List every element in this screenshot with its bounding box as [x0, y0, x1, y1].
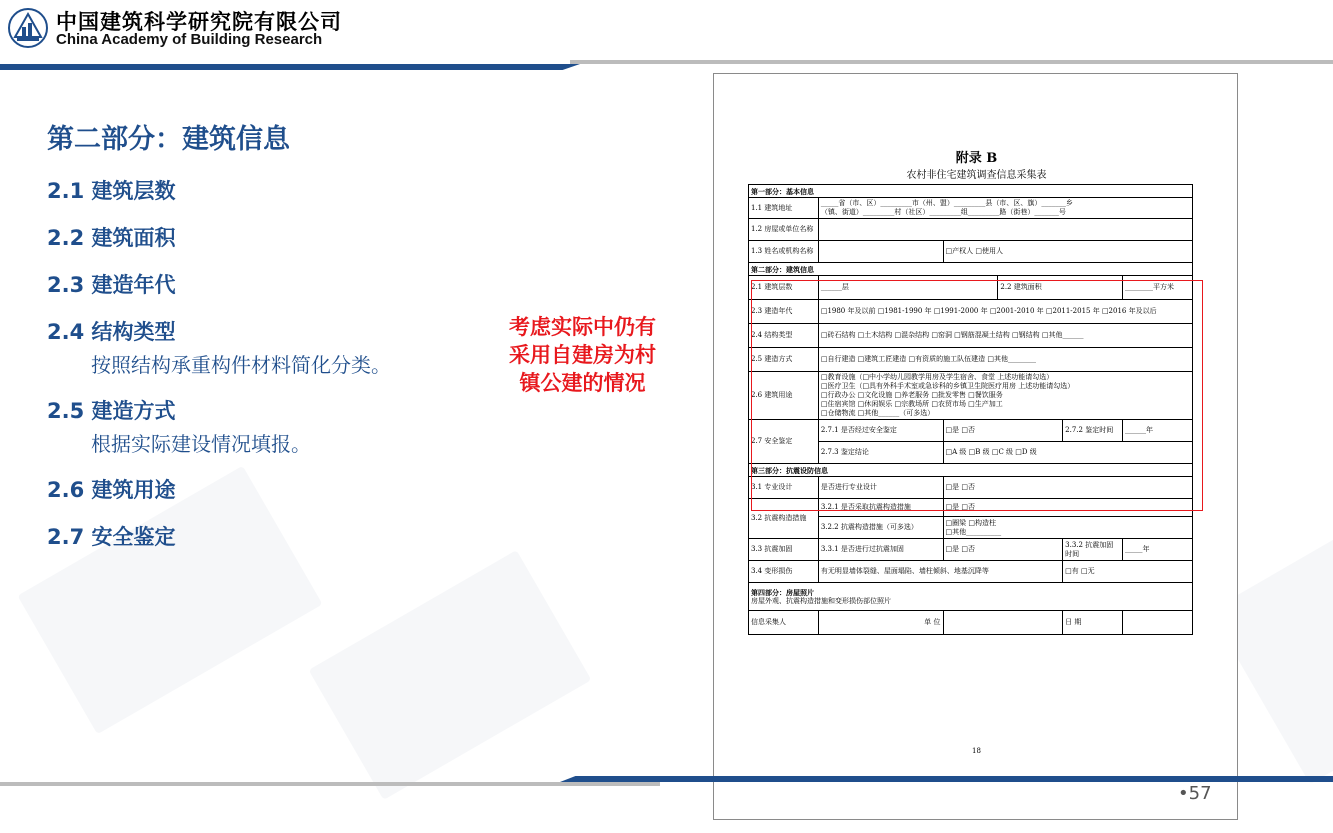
- form-row-label: 2.3 建造年代: [749, 300, 819, 324]
- form-part-heading: 第三部分：抗震设防信息: [749, 464, 1193, 477]
- background-decoration: [309, 550, 592, 800]
- form-row-value: □是 □否: [943, 499, 1192, 517]
- header-accent-bar: [0, 64, 580, 70]
- form-row-value: 单 位: [818, 611, 943, 635]
- form-row-value: [818, 241, 943, 263]
- form-line: □仓储物流 □其他______（可多选）: [820, 409, 935, 417]
- form-row-value: ______年: [1123, 420, 1193, 442]
- cabr-logo-icon: [8, 8, 48, 48]
- footer-divider: [0, 782, 660, 786]
- form-row-value: □是 □否: [943, 539, 1063, 561]
- form-row-value: [818, 198, 1192, 219]
- form-row-value: 3.3.2 抗震加固时间: [1063, 539, 1123, 561]
- form-row-value: □有 □无: [1063, 561, 1193, 583]
- form-row-value: □产权人 □使用人: [943, 241, 1192, 263]
- form-row-value: □自行建造 □建筑工匠建造 □有资质的施工队伍建造 □其他________: [818, 348, 1192, 372]
- form-row-value: [943, 611, 1063, 635]
- form-line: □其他__________: [945, 527, 1002, 536]
- form-row-value: [943, 517, 1192, 539]
- organization-name-en: China Academy of Building Research: [56, 31, 323, 48]
- form-row-label: 3.1 专业设计: [749, 477, 819, 499]
- form-line: 房屋外观、抗震构造措施和变形损伤部位照片: [751, 596, 891, 605]
- form-row-value: □是 □否: [943, 420, 1063, 442]
- form-row-label: 2.4 结构类型: [749, 324, 819, 348]
- form-line: □医疗卫生（□具有外科手术室或急诊科的乡镇卫生院医疗用房 上述功能请勾选）: [820, 382, 1075, 390]
- footer-accent-bar: [560, 776, 1333, 782]
- form-row-value: 3.2.2 抗震构造措施（可多选）: [818, 517, 943, 539]
- form-row-label: 2.7 安全鉴定: [749, 420, 819, 464]
- header: [0, 0, 1333, 80]
- form-row-label: 3.3 抗震加固: [749, 539, 819, 561]
- form-row-label: 1.2 房屋或单位名称: [749, 219, 819, 241]
- form-row-value: [818, 219, 1192, 241]
- form-row-label: 信息采集人: [749, 611, 819, 635]
- form-row-value: 是否进行专业设计: [818, 477, 943, 499]
- header-divider: [570, 60, 1333, 64]
- survey-form-document: [713, 73, 1238, 820]
- form-row-value: □1980 年及以前 □1981-1990 年 □1991-2000 年 □2001-2010 年 □2011-2015 年 □2016 年及以后: [818, 300, 1192, 324]
- document-page-number: 18: [972, 747, 981, 755]
- form-row-label: 2.5 建造方式: [749, 348, 819, 372]
- form-row-value: 有无明显墙体裂缝、屋面塌陷、墙柱倾斜、地基沉降等: [818, 561, 1062, 583]
- form-row-label: 3.2 抗震构造措施: [749, 499, 819, 539]
- form-line: □住宿宾馆 □休闲娱乐 □宗教场所 □农贸市场 □生产加工: [820, 400, 1003, 408]
- callout-line: 镇公建的情况: [519, 371, 646, 395]
- form-row-value: ______层: [818, 276, 998, 300]
- form-row-label: 日 期: [1063, 611, 1123, 635]
- section-title: 第二部分：建筑信息: [47, 124, 290, 155]
- form-row-label: 1.1 建筑地址: [749, 198, 819, 219]
- slide-page-number: •57: [1178, 783, 1212, 804]
- form-row-value: ________平方米: [1123, 276, 1193, 300]
- form-line: □行政办公 □文化设施 □养老服务 □批发零售 □餐饮服务: [820, 391, 1003, 399]
- callout-line: 采用自建房为村: [509, 343, 656, 367]
- highlight-box: [751, 280, 1203, 511]
- outline-item-usage: 2.6 建筑用途: [47, 478, 176, 502]
- form-line: _____省（市、区）_________市（州、盟）_________县（市、区、旗）_______乡: [820, 199, 1073, 207]
- document-subtitle: 农村非住宅建筑调查信息采集表: [906, 170, 1047, 181]
- form-row-value: _____年: [1123, 539, 1193, 561]
- form-row-label: 1.3 姓名或机构名称: [749, 241, 819, 263]
- form-line: （镇、街道）_________村（社区）_________组_________路（街巷）_______号: [820, 208, 1066, 216]
- form-line: □圈梁 □构造柱: [945, 518, 996, 527]
- form-row-label: 3.4 变形损伤: [749, 561, 819, 583]
- form-row-value: □是 □否: [943, 477, 1192, 499]
- outline-item-construction-note: 根据实际建设情况填报。: [91, 432, 311, 456]
- callout-line: 考虑实际中仍有: [509, 315, 656, 339]
- outline-item-area: 2.2 建筑面积: [47, 226, 176, 250]
- callout-note: [490, 313, 675, 397]
- form-row-value: 3.2.1 是否采取抗震构造措施: [818, 499, 943, 517]
- form-row-value: 2.7.3 鉴定结论: [818, 442, 943, 464]
- outline-item-construction: 2.5 建造方式: [47, 399, 176, 423]
- document-title: 附录 B: [955, 151, 998, 166]
- outline-item-year: 2.3 建造年代: [47, 273, 176, 297]
- form-row-value: [1123, 611, 1193, 635]
- form-row-value: □A 级 □B 级 □C 级 □D 级: [943, 442, 1192, 464]
- form-row-value: 3.3.1 是否进行过抗震加固: [818, 539, 943, 561]
- form-row-label: 2.2 建筑面积: [998, 276, 1123, 300]
- form-part-heading: 第四部分：房屋照片: [751, 587, 814, 597]
- outline-item-floors: 2.1 建筑层数: [47, 179, 176, 203]
- form-row-value: □砖石结构 □土木结构 □混杂结构 □窑洞 □钢筋混凝土结构 □钢结构 □其他______: [818, 324, 1192, 348]
- organization-name-cn: 中国建筑科学研究院有限公司: [56, 9, 342, 34]
- form-part-section: [749, 583, 1193, 611]
- form-row-value: 2.7.1 是否经过安全鉴定: [818, 420, 943, 442]
- form-row-label: 2.1 建筑层数: [749, 276, 819, 300]
- form-row-value: 2.7.2 鉴定时间: [1063, 420, 1123, 442]
- form-part-heading: 第二部分：建筑信息: [749, 263, 1193, 276]
- form-line: □教育设施（□中小学幼儿园教学用房及学生宿舍、食堂 上述功能请勾选）: [820, 373, 1054, 381]
- outline-item-safety: 2.7 安全鉴定: [47, 525, 176, 549]
- form-row-label: 2.6 建筑用途: [749, 372, 819, 420]
- outline-item-structure-note: 按照结构承重构件材料简化分类。: [91, 353, 391, 377]
- outline-item-structure: 2.4 结构类型: [47, 320, 176, 344]
- form-part-heading: 第一部分：基本信息: [749, 185, 1193, 198]
